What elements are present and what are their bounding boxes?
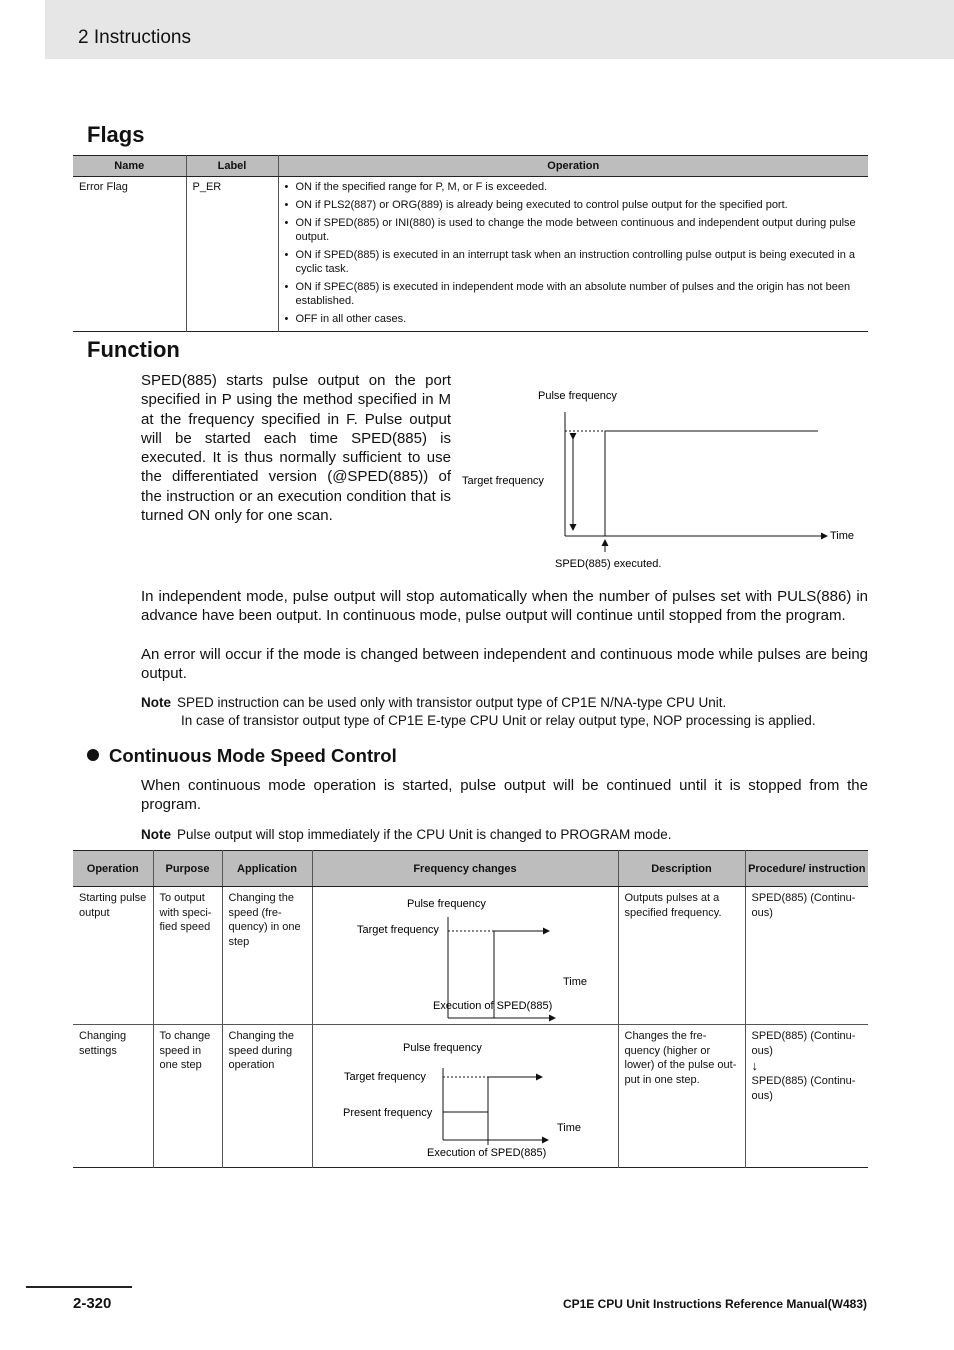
fig-y-label: Pulse frequency (402, 1042, 482, 1054)
flags-col-operation: Operation (278, 156, 868, 177)
continuous-title: Continuous Mode Speed Control (109, 745, 397, 766)
note-label: Note (141, 827, 171, 842)
list-item: • ON if SPED(885) is executed in an interrupt task when an instruction controlling pulse output is being executed in a cyclic task. (285, 248, 863, 276)
cell-application: Changing the speed (fre-quency) in one step (222, 887, 312, 1025)
list-item: • ON if SPEC(885) is executed in independent mode with an absolute number of pulses and the origin has not been established. (285, 280, 863, 308)
footer-rule (26, 1286, 132, 1288)
fig-present-label: Present frequency (342, 1107, 432, 1119)
flags-table (73, 155, 868, 332)
col-application: Application (222, 851, 312, 887)
flag-operation (278, 177, 868, 332)
fig-target-label: Target frequency (462, 475, 544, 487)
page-number: 2-320 (73, 1295, 112, 1312)
flag-label: P_ER (186, 177, 278, 332)
flag-name: Error Flag (73, 177, 186, 332)
note-line-1: SPED instruction can be used only with transistor output type of CP1E N/NA-type CPU Unit. (177, 695, 727, 710)
fig-y-label: Pulse frequency (538, 390, 617, 402)
chapter-title: 2 Instructions (78, 27, 191, 48)
cell-purpose: To output with speci-fied speed (153, 887, 222, 1025)
procedure-2: SPED(885) (Continu-ous) (751, 1075, 856, 1102)
continuous-note (141, 826, 671, 844)
fig-event-label: Execution of SPED(885) (426, 1147, 546, 1159)
frequency-step (443, 1077, 542, 1112)
table-row (73, 887, 868, 1025)
function-note (141, 694, 816, 730)
cell-procedure: SPED(885) (Continu-ous) (745, 887, 868, 1025)
cell-procedure (745, 1025, 868, 1168)
list-item: • ON if the specified range for P, M, or F is exceeded. (285, 180, 863, 194)
frequency-figure-1 (313, 887, 618, 1024)
note-text: Pulse output will stop immediately if the CPU Unit is changed to PROGRAM mode. (177, 827, 672, 842)
col-frequency-changes: Frequency changes (312, 851, 618, 887)
list-item: • ON if SPED(885) or INI(880) is used to change the mode between continuous and independent output during pulse output. (285, 216, 863, 244)
fig-event-label: SPED(885) executed. (555, 558, 662, 570)
manual-title: CP1E CPU Unit Instructions Reference Manual(W483) (562, 1297, 867, 1311)
cell-operation: Changing settings (73, 1025, 153, 1168)
table-row (73, 1025, 868, 1168)
cell-operation: Starting pulse output (73, 887, 153, 1025)
fig-x-label: Time (556, 1122, 581, 1134)
function-paragraph-3: An error will occur if the mode is changed between independent and continuous mode while pulses are being output. (141, 646, 868, 683)
list-item: • OFF in all other cases. (285, 312, 863, 326)
fig-event-label: Execution of SPED(885) (432, 1000, 552, 1012)
cell-description: Outputs pulses at a specified frequency. (618, 887, 745, 1025)
cell-application: Changing the speed during operation (222, 1025, 312, 1168)
fig-target-label: Target frequency (356, 924, 439, 936)
note-label: Note (141, 695, 171, 710)
function-figure (455, 380, 875, 580)
down-arrow-icon: ↓ (751, 1058, 758, 1073)
cell-frequency-figure (312, 887, 618, 1025)
flags-col-name: Name (73, 156, 186, 177)
procedure-1: SPED(885) (Continu-ous) (751, 1030, 856, 1057)
continuous-paragraph: When continuous mode operation is started, pulse output will be continued until it is stopped from the program. (141, 777, 868, 814)
table-row (73, 177, 868, 332)
fig-y-label: Pulse frequency (406, 898, 486, 910)
col-procedure: Procedure/ instruction (745, 851, 868, 887)
col-purpose: Purpose (153, 851, 222, 887)
continuous-heading (87, 745, 397, 767)
continuous-mode-table (73, 850, 868, 1168)
page-header (45, 0, 954, 59)
flags-col-label: Label (186, 156, 278, 177)
flags-heading: Flags (87, 122, 145, 147)
function-heading: Function (87, 337, 180, 362)
fig-target-label: Target frequency (343, 1071, 426, 1083)
fig-x-label: Time (562, 976, 587, 988)
cell-purpose: To change speed in one step (153, 1025, 222, 1168)
col-operation: Operation (73, 851, 153, 887)
function-paragraph-2: In independent mode, pulse output will stop automatically when the number of pulses set with PULS(886) in advance have been output. In continuous mode, pulse output will continue until stopped from the program. (141, 588, 868, 625)
cell-frequency-figure (312, 1025, 618, 1168)
note-line-2: In case of transistor output type of CP1E E-type CPU Unit or relay output type, NOP processing is applied. (181, 713, 816, 728)
frequency-step (605, 431, 818, 536)
frequency-figure-2 (313, 1025, 618, 1167)
cell-description: Changes the fre-quency (higher or lower) of the pulse out-put in one step. (618, 1025, 745, 1168)
list-item: • ON if PLS2(887) or ORG(889) is already being executed to control pulse output for the specified port. (285, 198, 863, 212)
bullet-icon (87, 749, 99, 761)
fig-x-label: Time (830, 530, 855, 542)
col-description: Description (618, 851, 745, 887)
function-paragraph-1: SPED(885) starts pulse output on the port specified in P using the method specified in M at the frequency specified in F. Pulse output will be started each time SPED(885) is executed. It is thus normally sufficient to use the differentiated version (@SPED(885)) of the instruction or an execution condition that is turned ON only for one scan. (141, 372, 451, 525)
